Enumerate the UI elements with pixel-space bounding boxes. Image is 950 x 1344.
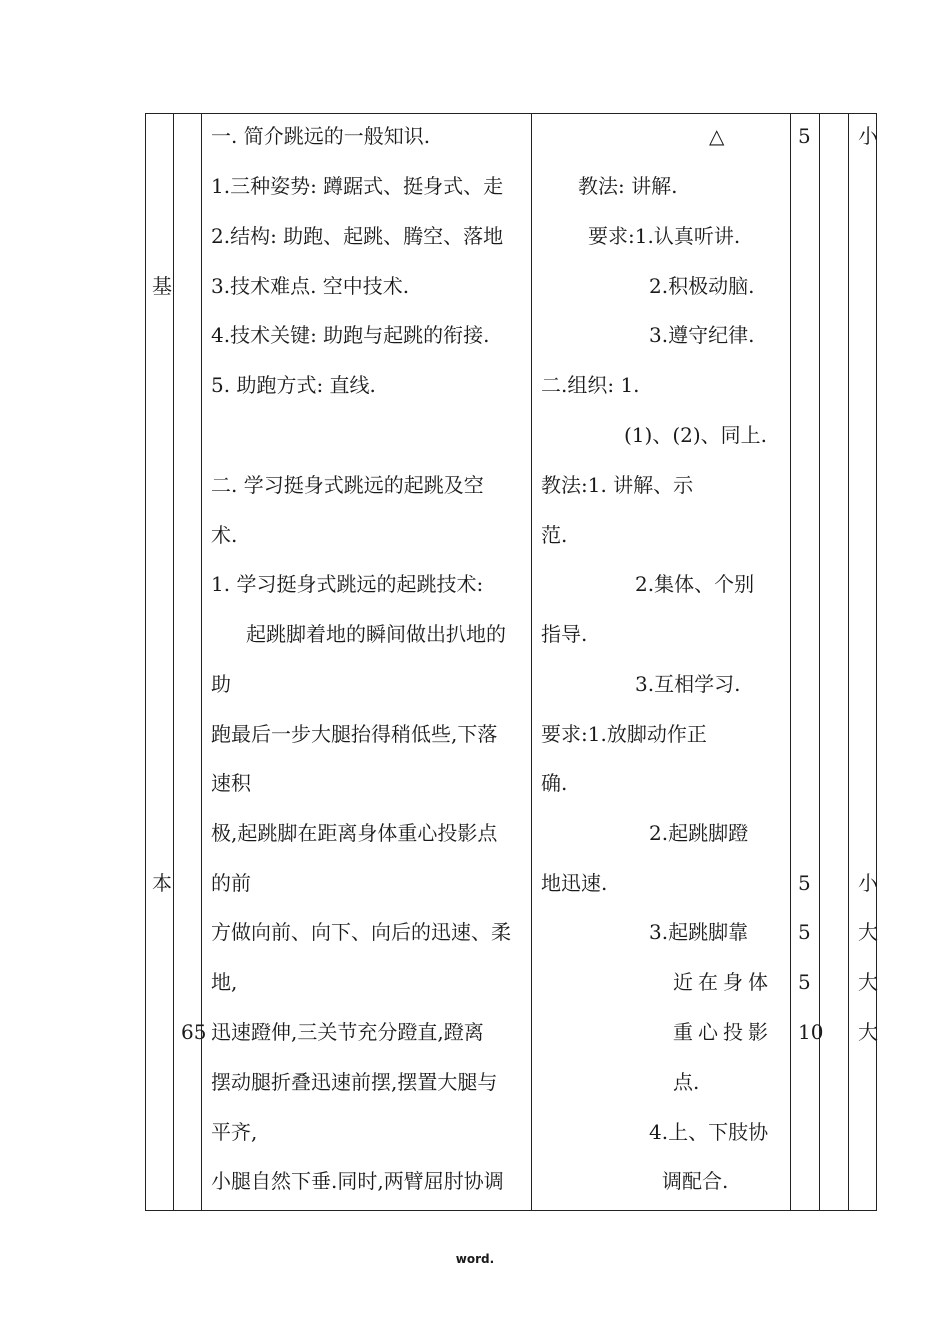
method-line: 2.集体、个别 <box>635 572 755 596</box>
intensity-cell: 大 <box>858 1020 878 1044</box>
page-footer: word. <box>455 1252 495 1266</box>
method-line: 要求:1.放脚动作正 <box>541 722 707 746</box>
method-line: 重心投影 <box>673 1020 773 1044</box>
intensity-cell: 大 <box>858 970 878 994</box>
triangle-formation-icon: △ <box>709 124 725 148</box>
content-line: 助 <box>211 672 231 696</box>
content-line: 迅速蹬伸,三关节充分蹬直,蹬离 <box>211 1020 484 1044</box>
method-line: 要求:1.认真听讲. <box>588 224 741 248</box>
time-total: 65 <box>181 1020 207 1044</box>
content-line: 跑最后一步大腿抬得稍低些,下落 <box>211 722 498 746</box>
method-line: 地迅速. <box>541 871 608 895</box>
table-column-divider <box>173 113 174 1211</box>
time-cell: 5 <box>798 871 811 895</box>
content-line: 5. 助跑方式: 直线. <box>211 373 376 397</box>
method-line: 范. <box>541 523 568 547</box>
method-line: 调配合. <box>662 1169 729 1193</box>
method-line: 确. <box>541 771 568 795</box>
content-line: 极,起跳脚在距离身体重心投影点 <box>211 821 498 845</box>
content-line: 1. 学习挺身式跳远的起跳技术: <box>211 572 484 596</box>
content-line: 二. 学习挺身式跳远的起跳及空 <box>211 473 484 497</box>
table-column-divider <box>790 113 791 1211</box>
method-line: 3.起跳脚靠 <box>649 920 749 944</box>
method-line: 指导. <box>541 622 588 646</box>
method-line: 教法: 讲解. <box>578 174 678 198</box>
method-line: 点. <box>673 1070 700 1094</box>
content-line: 方做向前、向下、向后的迅速、柔 <box>211 920 511 944</box>
method-line: 2.积极动脑. <box>649 274 755 298</box>
content-line: 地, <box>211 970 238 994</box>
content-line: 摆动腿折叠迅速前摆,摆置大腿与 <box>211 1070 498 1094</box>
content-line: 速积 <box>211 771 251 795</box>
table-column-divider <box>819 113 820 1211</box>
section-label: 基 <box>152 274 172 298</box>
content-line: 小腿自然下垂.同时,两臂屈肘协调 <box>211 1169 504 1193</box>
content-line: 平齐, <box>211 1120 258 1144</box>
table-column-divider <box>531 113 532 1211</box>
intensity-cell: 大 <box>858 920 878 944</box>
time-cell: 10 <box>798 1020 824 1044</box>
content-line: 4.技术关键: 助跑与起跳的衔接. <box>211 323 490 347</box>
intensity-cell: 小 <box>858 871 878 895</box>
content-line: 3.技术难点. 空中技术. <box>211 274 410 298</box>
content-line: 2.结构: 助跑、起跳、腾空、落地 <box>211 224 504 248</box>
content-line: 1.三种姿势: 蹲踞式、挺身式、走 <box>211 174 504 198</box>
section-label: 本 <box>152 871 172 895</box>
content-line: 的前 <box>211 871 251 895</box>
time-cell: 5 <box>798 124 811 148</box>
method-line: 4.上、下肢协 <box>649 1120 769 1144</box>
method-line: 教法:1. 讲解、示 <box>541 473 694 497</box>
time-cell: 5 <box>798 920 811 944</box>
content-line: 起跳脚着地的瞬间做出扒地的 <box>246 622 506 646</box>
table-column-divider <box>201 113 202 1211</box>
method-line: (1)、(2)、同上. <box>624 423 768 447</box>
method-line: 近在身体 <box>673 970 773 994</box>
method-line: 3.互相学习. <box>635 672 741 696</box>
method-line: 3.遵守纪律. <box>649 323 755 347</box>
time-cell: 5 <box>798 970 811 994</box>
method-line: 二.组织: 1. <box>541 373 640 397</box>
content-line: 术. <box>211 523 238 547</box>
table-column-divider <box>848 113 849 1211</box>
intensity-cell: 小 <box>858 124 878 148</box>
content-line: 一. 简介跳远的一般知识. <box>211 124 431 148</box>
method-line: 2.起跳脚蹬 <box>649 821 749 845</box>
